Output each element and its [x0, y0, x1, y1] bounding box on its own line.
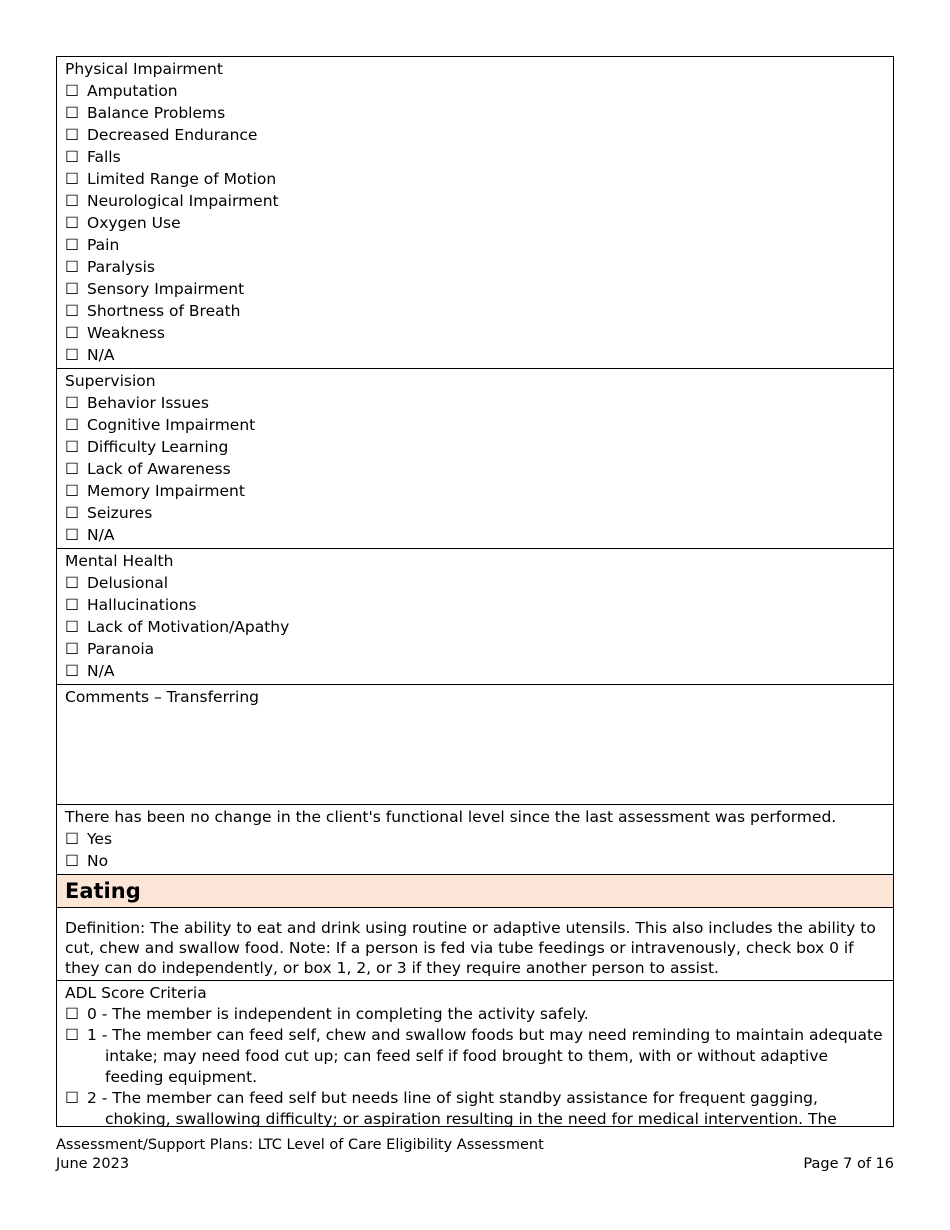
adl-criteria-text: 2 - The member can feed self but needs line of sight standby assistance for frequent gagging, choking, swallowing difficulty; or aspiration resulting in the need for medical intervention. The	[87, 1089, 837, 1126]
checkbox-icon[interactable]: ☐	[65, 126, 79, 144]
checkbox-label: N/A	[87, 526, 115, 544]
checkbox-icon[interactable]: ☐	[65, 526, 79, 544]
checkbox-icon[interactable]: ☐	[65, 852, 79, 870]
checkbox-label: N/A	[87, 662, 115, 680]
adl-criteria-text: 1 - The member can feed self, chew and swallow foods but may need reminding to maintain adequate intake; may need food cut up; can feed self if food brought to them, with or without adaptive feeding equipment.	[87, 1026, 883, 1086]
checkbox-option[interactable]	[65, 322, 885, 344]
physical-impairment-title: Physical Impairment	[65, 60, 223, 78]
mental-health-title: Mental Health	[65, 552, 174, 570]
checkbox-icon[interactable]: ☐	[65, 192, 79, 210]
checkbox-label: Paranoia	[87, 640, 155, 658]
checkbox-icon[interactable]: ☐	[65, 82, 79, 100]
supervision-title: Supervision	[65, 372, 156, 390]
checkbox-option[interactable]	[65, 190, 885, 212]
checkbox-label: Shortness of Breath	[87, 302, 241, 320]
checkbox-icon[interactable]: ☐	[65, 438, 79, 456]
checkbox-icon[interactable]: ☐	[65, 504, 79, 522]
checkbox-label: Seizures	[87, 504, 153, 522]
footer-document-title: Assessment/Support Plans: LTC Level of Care Eligibility Assessment	[56, 1137, 544, 1153]
checkbox-option[interactable]	[65, 212, 885, 234]
checkbox-label: Sensory Impairment	[87, 280, 245, 298]
checkbox-option[interactable]	[65, 436, 885, 458]
checkbox-label: Difficulty Learning	[87, 438, 229, 456]
adl-criteria-option[interactable]	[65, 1004, 885, 1025]
checkbox-label: Oxygen Use	[87, 214, 181, 232]
adl-score-criteria-list	[65, 1004, 885, 1126]
mental-health-options	[65, 572, 885, 682]
checkbox-icon[interactable]: ☐	[65, 302, 79, 320]
physical-impairment-options	[65, 80, 885, 366]
checkbox-icon[interactable]: ☐	[65, 214, 79, 232]
checkbox-label: N/A	[87, 346, 115, 364]
checkbox-label: Memory Impairment	[87, 482, 245, 500]
checkbox-label: Yes	[87, 830, 113, 848]
checkbox-option[interactable]	[65, 80, 885, 102]
checkbox-label: Balance Problems	[87, 104, 226, 122]
checkbox-label: Decreased Endurance	[87, 126, 258, 144]
checkbox-option[interactable]	[65, 278, 885, 300]
checkbox-option[interactable]	[65, 828, 885, 850]
checkbox-option[interactable]	[65, 344, 885, 366]
checkbox-option[interactable]	[65, 234, 885, 256]
checkbox-icon[interactable]: ☐	[65, 148, 79, 166]
checkbox-option[interactable]	[65, 572, 885, 594]
no-change-question: There has been no change in the client's functional level since the last assessment was performed.	[65, 808, 837, 826]
checkbox-option[interactable]	[65, 146, 885, 168]
checkbox-option[interactable]	[65, 102, 885, 124]
adl-criteria-option[interactable]	[65, 1025, 885, 1088]
checkbox-icon[interactable]: ☐	[65, 280, 79, 298]
checkbox-icon[interactable]: ☐	[65, 460, 79, 478]
checkbox-icon[interactable]: ☐	[65, 662, 79, 680]
assessment-form-table	[56, 56, 894, 1127]
checkbox-label: Hallucinations	[87, 596, 197, 614]
checkbox-icon[interactable]: ☐	[65, 324, 79, 342]
checkbox-icon[interactable]: ☐	[65, 618, 79, 636]
eating-heading: Eating	[57, 875, 893, 908]
checkbox-option[interactable]	[65, 660, 885, 682]
checkbox-icon[interactable]: ☐	[65, 104, 79, 122]
checkbox-icon[interactable]: ☐	[65, 596, 79, 614]
checkbox-label: Falls	[87, 148, 121, 166]
checkbox-icon[interactable]: ☐	[65, 1005, 79, 1023]
no-change-section	[57, 805, 893, 875]
checkbox-option[interactable]	[65, 300, 885, 322]
comments-transferring-field[interactable]	[57, 685, 893, 805]
checkbox-label: Neurological Impairment	[87, 192, 279, 210]
checkbox-icon[interactable]: ☐	[65, 416, 79, 434]
eating-definition: Definition: The ability to eat and drink using routine or adaptive utensils. This also includes the ability to cut, chew and swallow food. Note: If a person is fed via tube feedings or intravenously, check box 0 if they can do independently, or box 1, 2, or 3 if they require another person to assist.	[57, 908, 893, 981]
checkbox-option[interactable]	[65, 168, 885, 190]
adl-score-criteria-title: ADL Score Criteria	[65, 984, 207, 1002]
checkbox-label: Delusional	[87, 574, 169, 592]
checkbox-option[interactable]	[65, 850, 885, 872]
checkbox-option[interactable]	[65, 480, 885, 502]
checkbox-icon[interactable]: ☐	[65, 1089, 79, 1107]
checkbox-label: Pain	[87, 236, 120, 254]
checkbox-label: Weakness	[87, 324, 165, 342]
checkbox-label: Lack of Awareness	[87, 460, 231, 478]
checkbox-option[interactable]	[65, 124, 885, 146]
checkbox-label: Lack of Motivation/Apathy	[87, 618, 290, 636]
checkbox-label: Amputation	[87, 82, 178, 100]
checkbox-icon[interactable]: ☐	[65, 170, 79, 188]
checkbox-label: Behavior Issues	[87, 394, 209, 412]
physical-impairment-section	[57, 57, 893, 369]
checkbox-option[interactable]	[65, 594, 885, 616]
checkbox-icon[interactable]: ☐	[65, 394, 79, 412]
checkbox-icon[interactable]: ☐	[65, 236, 79, 254]
supervision-options	[65, 392, 885, 546]
checkbox-option[interactable]	[65, 502, 885, 524]
checkbox-option[interactable]	[65, 524, 885, 546]
checkbox-option[interactable]	[65, 414, 885, 436]
comments-transferring-label: Comments – Transferring	[65, 688, 260, 706]
checkbox-option[interactable]	[65, 392, 885, 414]
checkbox-icon[interactable]: ☐	[65, 1026, 79, 1044]
checkbox-label: Cognitive Impairment	[87, 416, 256, 434]
checkbox-icon[interactable]: ☐	[65, 830, 79, 848]
adl-criteria-option[interactable]	[65, 1088, 885, 1126]
checkbox-label: No	[87, 852, 109, 870]
page-footer	[56, 1136, 894, 1174]
checkbox-icon[interactable]: ☐	[65, 482, 79, 500]
checkbox-icon[interactable]: ☐	[65, 640, 79, 658]
footer-page-number: Page 7 of 16	[803, 1156, 894, 1172]
checkbox-option[interactable]	[65, 616, 885, 638]
adl-score-criteria-section	[57, 981, 893, 1126]
checkbox-option[interactable]	[65, 256, 885, 278]
adl-criteria-text: 0 - The member is independent in completing the activity safely.	[87, 1005, 589, 1023]
checkbox-label: Limited Range of Motion	[87, 170, 277, 188]
no-change-options	[65, 828, 885, 872]
checkbox-icon[interactable]: ☐	[65, 258, 79, 276]
checkbox-icon[interactable]: ☐	[65, 574, 79, 592]
checkbox-icon[interactable]: ☐	[65, 346, 79, 364]
footer-date: June 2023	[56, 1156, 130, 1172]
checkbox-option[interactable]	[65, 458, 885, 480]
supervision-section	[57, 369, 893, 549]
checkbox-label: Paralysis	[87, 258, 155, 276]
checkbox-option[interactable]	[65, 638, 885, 660]
mental-health-section	[57, 549, 893, 685]
